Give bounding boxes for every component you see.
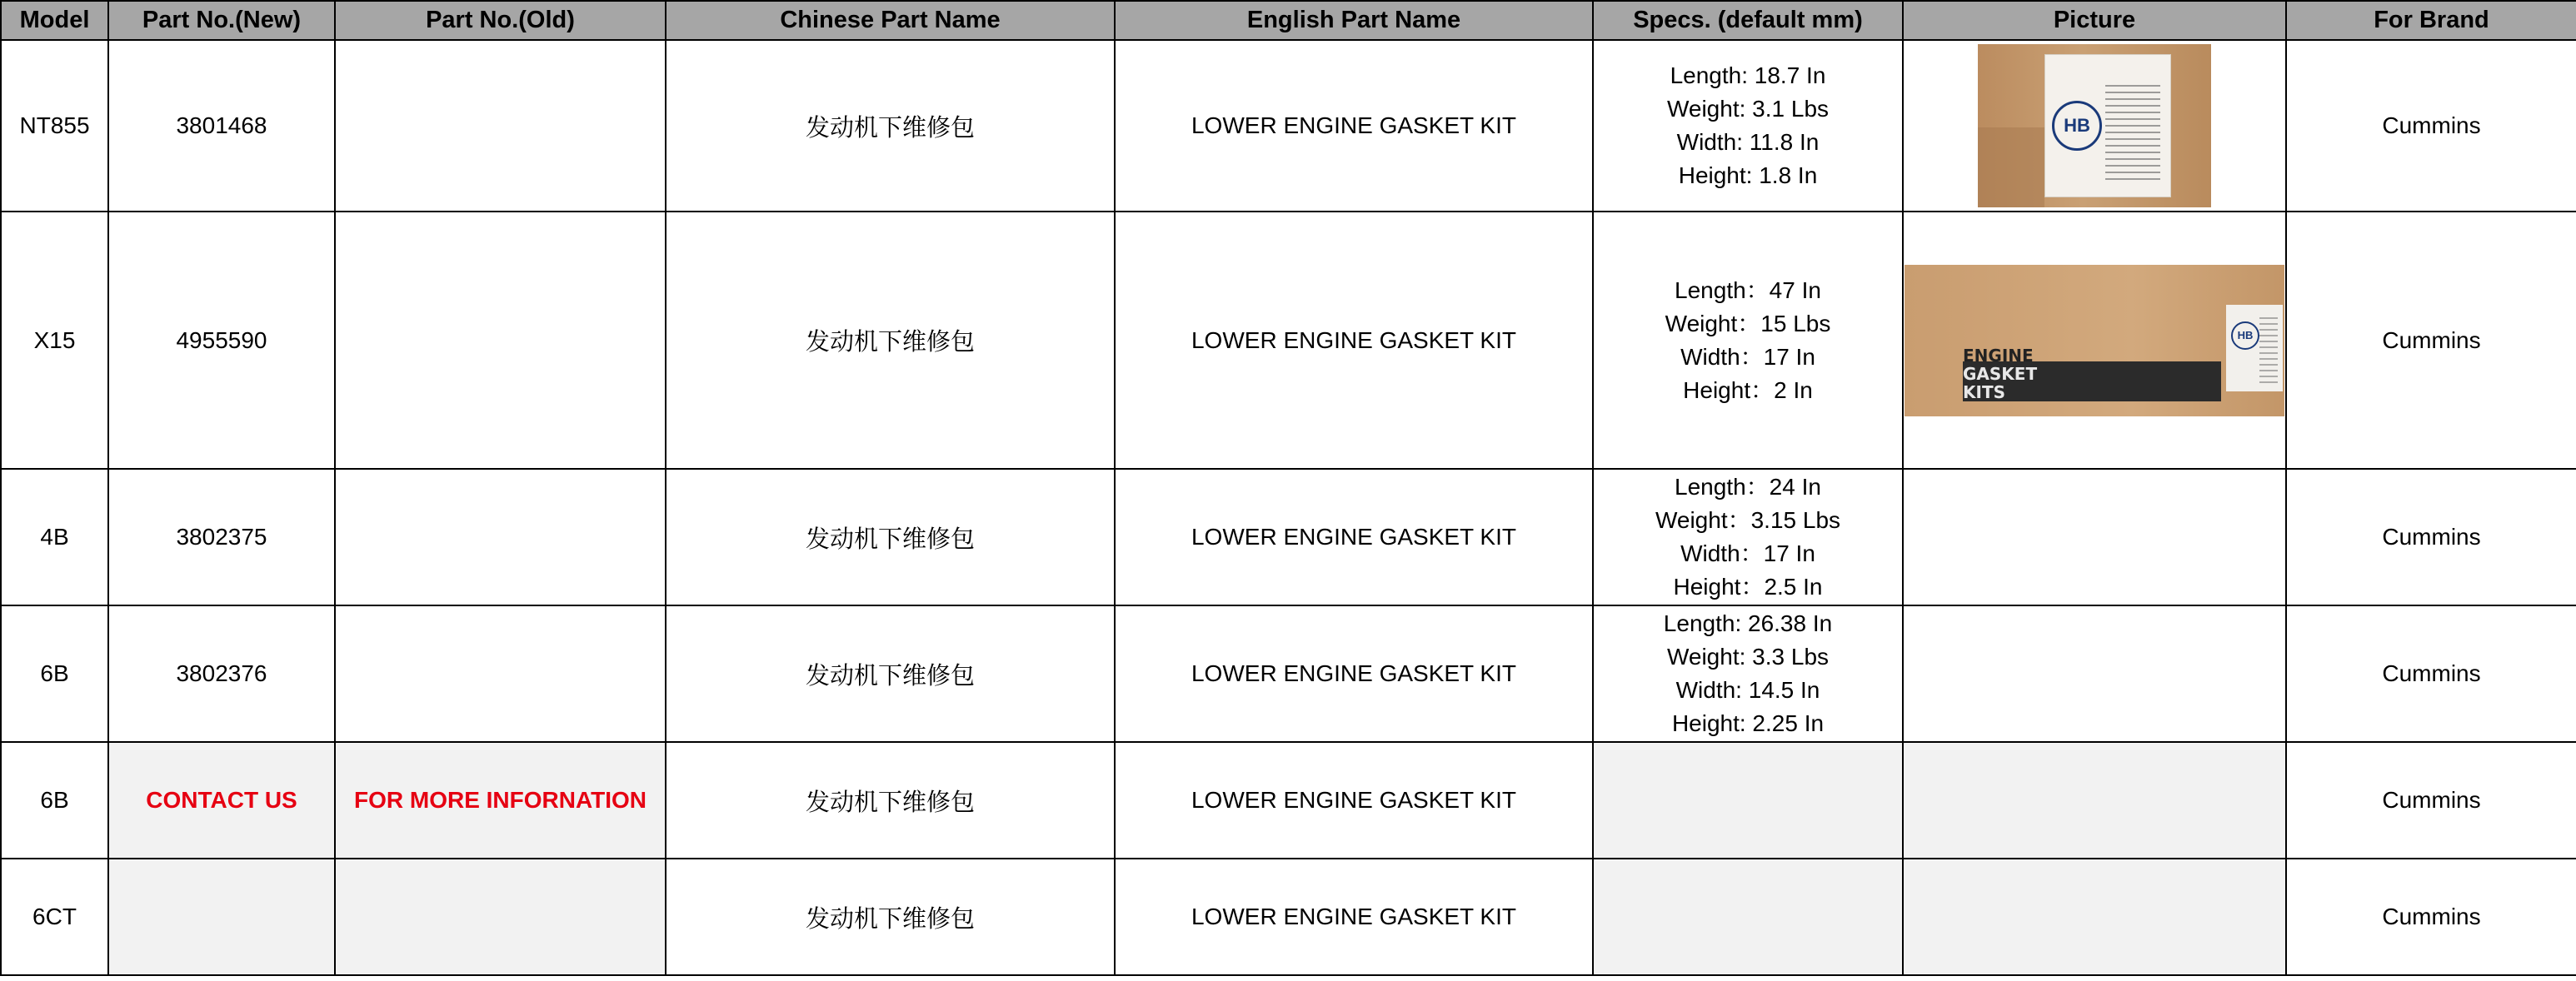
chinese-name-cell: 发动机下维修包 — [666, 859, 1115, 975]
spec-weight: Weight：3.15 Lbs — [1655, 507, 1841, 533]
chinese-name-cell: 发动机下维修包 — [666, 212, 1115, 469]
header-english-name: English Part Name — [1115, 1, 1593, 40]
chinese-name-cell: 发动机下维修包 — [666, 605, 1115, 742]
header-specs: Specs. (default mm) — [1593, 1, 1903, 40]
english-name-cell: LOWER ENGINE GASKET KIT — [1115, 859, 1593, 975]
header-picture: Picture — [1903, 1, 2286, 40]
part-old-cell — [335, 859, 666, 975]
model-cell: NT855 — [1, 40, 108, 212]
gasket-kit-box-image — [1905, 265, 2284, 416]
table-row — [1, 469, 2576, 605]
header-chinese-name: Chinese Part Name — [666, 1, 1115, 40]
brand-cell: Cummins — [2286, 742, 2576, 859]
hb-logo: HB — [2231, 321, 2259, 350]
spec-width: Width: 14.5 In — [1675, 677, 1820, 703]
specs-cell — [1593, 742, 1903, 859]
chinese-name-cell: 发动机下维修包 — [666, 469, 1115, 605]
specs-cell — [1593, 469, 1903, 605]
part-old-cell — [335, 605, 666, 742]
brand-cell: Cummins — [2286, 859, 2576, 975]
spec-weight: Weight：15 Lbs — [1665, 310, 1831, 336]
spec-length: Length: 18.7 In — [1670, 62, 1826, 88]
box-text-kits: KITS — [1963, 381, 2005, 402]
box-text-gasket: GASKET — [1963, 363, 2038, 384]
table-row — [1, 859, 2576, 975]
picture-cell — [1903, 605, 2286, 742]
part-new-cell — [108, 859, 335, 975]
part-new-cell: 4955590 — [108, 212, 335, 469]
model-cell: 6CT — [1, 859, 108, 975]
header-model: Model — [1, 1, 108, 40]
table-row — [1, 40, 2576, 212]
more-information-link[interactable]: FOR MORE INFORNATION — [335, 742, 666, 859]
spec-height: Height: 2.25 In — [1671, 710, 1825, 736]
spec-weight: Weight: 3.3 Lbs — [1666, 644, 1830, 670]
box-text-engine: ENGINE — [1963, 345, 2034, 366]
brand-cell: Cummins — [2286, 605, 2576, 742]
picture-cell — [1903, 469, 2286, 605]
spec-width: Width: 11.8 In — [1676, 129, 1820, 155]
english-name-cell: LOWER ENGINE GASKET KIT — [1115, 469, 1593, 605]
gasket-kit-box-image — [1978, 44, 2211, 207]
part-new-cell: 3802375 — [108, 469, 335, 605]
brand-cell: Cummins — [2286, 469, 2576, 605]
spec-height: Height：2 In — [1683, 376, 1813, 403]
specs-cell — [1593, 212, 1903, 469]
spec-weight: Weight: 3.1 Lbs — [1666, 96, 1830, 122]
part-new-cell: 3801468 — [108, 40, 335, 212]
spec-width: Width：17 In — [1680, 343, 1815, 370]
english-name-cell: LOWER ENGINE GASKET KIT — [1115, 40, 1593, 212]
chinese-name-cell: 发动机下维修包 — [666, 40, 1115, 212]
spec-length: Length: 26.38 In — [1663, 610, 1833, 636]
header-part-new: Part No.(New) — [108, 1, 335, 40]
brand-cell: Cummins — [2286, 212, 2576, 469]
brand-cell: Cummins — [2286, 40, 2576, 212]
part-old-cell — [335, 212, 666, 469]
part-new-cell: 3802376 — [108, 605, 335, 742]
english-name-cell: LOWER ENGINE GASKET KIT — [1115, 742, 1593, 859]
hb-logo: HB — [2052, 101, 2102, 151]
header-brand: For Brand — [2286, 1, 2576, 40]
picture-cell — [1903, 212, 2286, 469]
english-name-cell: LOWER ENGINE GASKET KIT — [1115, 212, 1593, 469]
part-old-cell — [335, 469, 666, 605]
specs-cell — [1593, 859, 1903, 975]
table-row — [1, 212, 2576, 469]
spec-width: Width：17 In — [1680, 540, 1815, 566]
contact-us-link[interactable]: CONTACT US — [108, 742, 335, 859]
picture-cell — [1903, 859, 2286, 975]
spec-length: Length：24 In — [1675, 474, 1821, 500]
english-name-cell: LOWER ENGINE GASKET KIT — [1115, 605, 1593, 742]
spec-length: Length：47 In — [1675, 276, 1821, 303]
specs-cell — [1593, 605, 1903, 742]
model-cell: 6B — [1, 742, 108, 859]
specs-cell — [1593, 40, 1903, 212]
picture-cell — [1903, 742, 2286, 859]
header-part-old: Part No.(Old) — [335, 1, 666, 40]
table-row — [1, 742, 2576, 859]
spec-height: Height：2.5 In — [1673, 574, 1823, 600]
model-cell: X15 — [1, 212, 108, 469]
model-cell: 6B — [1, 605, 108, 742]
chinese-name-cell: 发动机下维修包 — [666, 742, 1115, 859]
spec-height: Height: 1.8 In — [1678, 162, 1818, 188]
picture-cell — [1903, 40, 2286, 212]
model-cell: 4B — [1, 469, 108, 605]
table-row — [1, 605, 2576, 742]
part-old-cell — [335, 40, 666, 212]
header-row — [1, 1, 2576, 40]
